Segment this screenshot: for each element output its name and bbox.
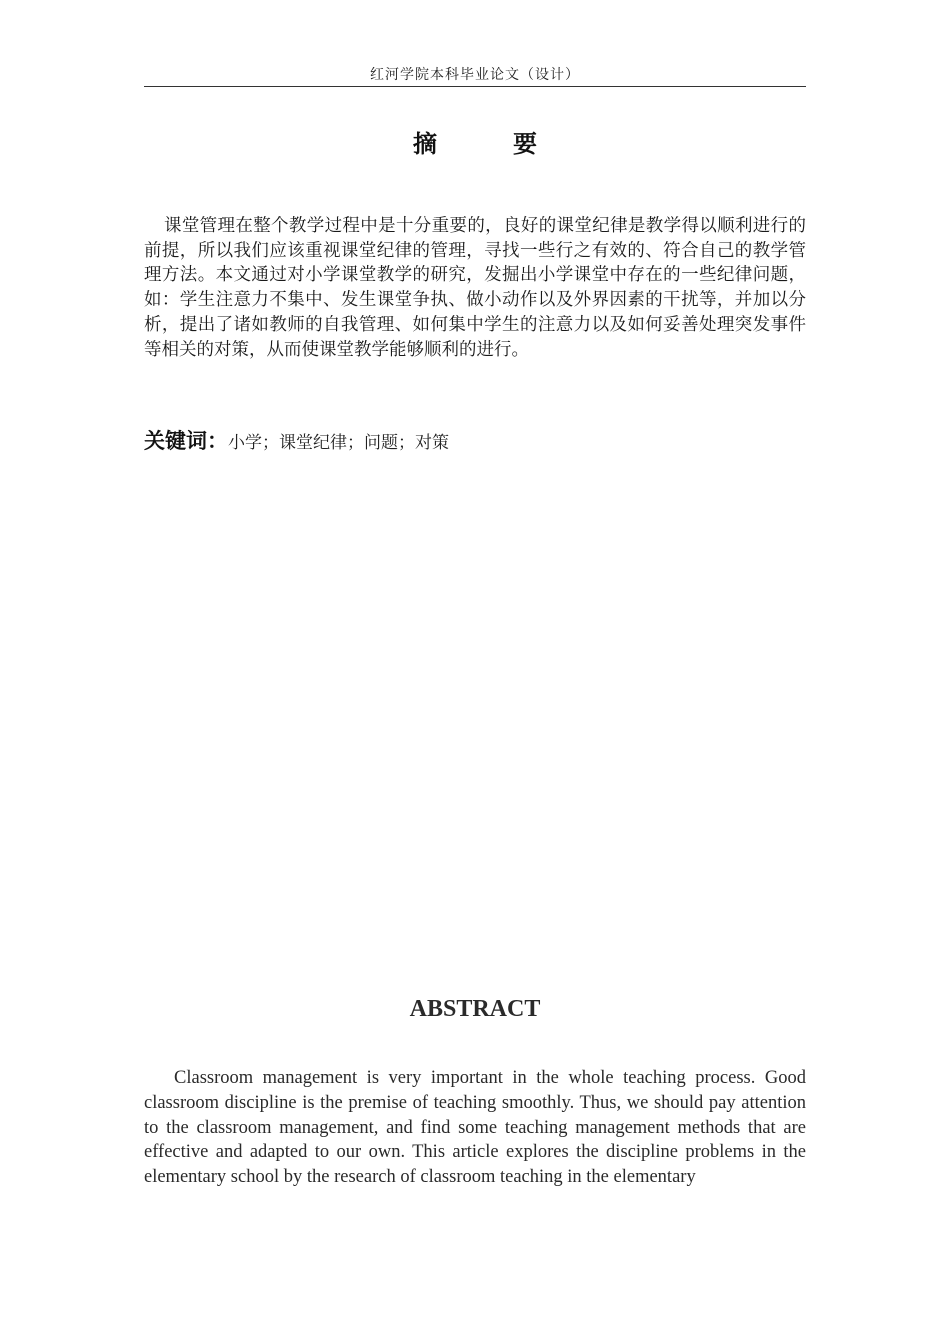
header-rule — [144, 86, 806, 87]
keywords-values: 小学；课堂纪律；问题；对策 — [228, 433, 449, 453]
keywords-label: 关键词： — [144, 429, 228, 453]
keywords-line — [144, 425, 806, 455]
english-abstract-title: ABSTRACT — [409, 996, 541, 1022]
chinese-abstract-title: 摘 要 — [413, 130, 563, 158]
chinese-abstract-body: 课堂管理在整个教学过程中是十分重要的，良好的课堂纪律是教学得以顺利进行的前提，所以我们应该重视课堂纪律的管理，寻找一些行之有效的、符合自己的教学管理方法。本文通过对小学课堂教学的研究，发掘出小学课堂中存在的一些纪律问题，如：学生注意力不集中、发生课堂争执、做小动作以及外界因素的干扰等，并加以分析，提出了诸如教师的自我管理、如何集中学生的注意力以及如何妥善处理突发事件等相关的对策，从而使课堂教学能够顺利的进行。 — [144, 216, 806, 360]
running-header: 红河学院本科毕业论文（设计） — [370, 67, 580, 83]
english-abstract-body: Classroom management is very important in the whole teaching process. Good classroom discipline is the premise of teaching smoothly. Thus, we should pay attention to the classroom management, and find some teaching management methods that are effective and adapted to our own. This article explores the discipline problems in the elementary school by the research of classroom teaching in the elementary — [144, 1068, 806, 1188]
